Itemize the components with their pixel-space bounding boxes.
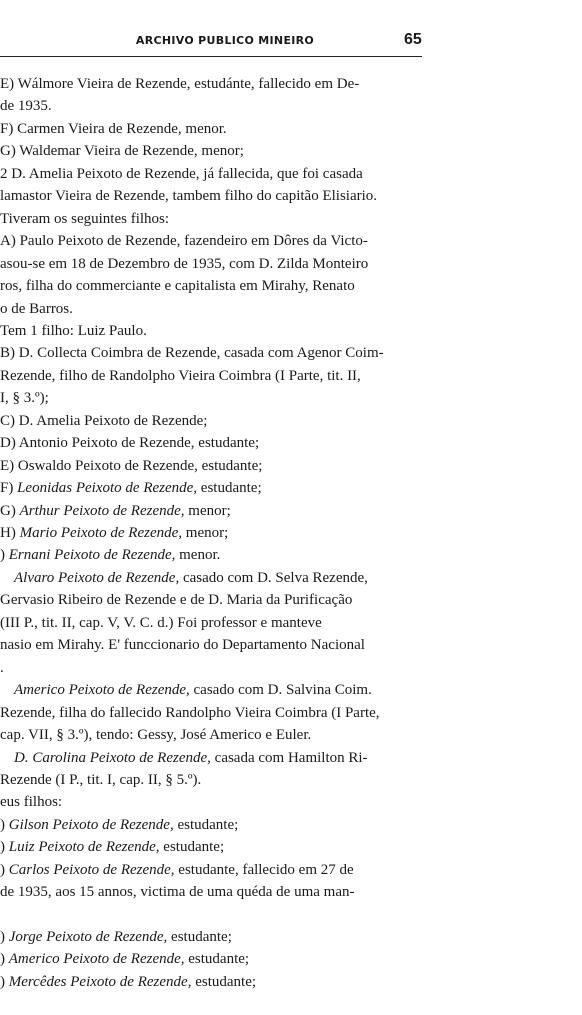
text-line [0, 433, 259, 453]
text-line [0, 411, 207, 431]
line-text-tail: estudante, fallecido em 27 de [174, 862, 354, 878]
text-line [0, 837, 224, 857]
text-line [0, 770, 201, 790]
text-line [14, 748, 368, 768]
text-line [0, 164, 363, 184]
line-text-tail: casado com D. Salvina Coim. [189, 682, 372, 698]
line-text-tail: estudante; [167, 929, 232, 945]
text-line [0, 254, 368, 274]
text-line [14, 680, 372, 700]
line-text: . [0, 660, 4, 676]
person-name: Mercêdes Peixoto de Rezende, [8, 974, 192, 990]
running-title: ARCHIVO PUBLICO MINEIRO [135, 34, 315, 47]
text-line [0, 366, 361, 386]
text-line [0, 321, 147, 341]
line-text: (III P., tit. II, cap. V, V. C. d.) Foi professor e manteve [0, 615, 322, 631]
line-text: ) [0, 862, 9, 878]
line-text: nasio em Mirahy. E' funccionario do Departamento Nacional [0, 637, 365, 653]
text-line [0, 882, 355, 902]
text-line [0, 209, 169, 229]
line-text: F) Carmen Vieira de Rezende, menor. [0, 121, 227, 137]
text-line [0, 949, 249, 969]
person-name: Mario Peixoto de Rezende, [19, 525, 183, 541]
line-text: Rezende, filha do fallecido Randolpho Vieira Coimbra (I Parte, [0, 705, 380, 721]
line-text: lamastor Vieira de Rezende, tambem filho do capitão Elisiario. [0, 188, 378, 204]
person-name: Americo Peixoto de Rezende, [8, 951, 185, 967]
line-text: cap. VII, § 3.º), tendo: Gessy, José Americo e Euler. [0, 727, 312, 743]
text-line [0, 635, 365, 655]
person-name: Arthur Peixoto de Rezende, [19, 503, 185, 519]
line-text: G) [0, 503, 20, 519]
line-text: F) [0, 480, 18, 496]
line-text: Gervasio Ribeiro de Rezende e de D. Maria da Purificação [0, 592, 353, 608]
text-line [0, 141, 244, 161]
text-line [0, 388, 49, 408]
header-rule [0, 56, 422, 57]
person-name: Leonidas Peixoto de Rezende, [17, 480, 198, 496]
text-line [0, 523, 228, 543]
text-line [0, 972, 256, 992]
page-header [0, 31, 582, 54]
line-text: A) Paulo Peixoto de Rezende, fazendeiro em Dôres da Victo- [0, 233, 368, 249]
text-line [0, 276, 355, 296]
line-text: 2 D. Amelia Peixoto de Rezende, já fallecida, que foi casada [0, 166, 363, 182]
line-text: asou-se em 18 de Dezembro de 1935, com D. Zilda Monteiro [0, 256, 369, 272]
text-line [0, 860, 354, 880]
line-text: de 1935, aos 15 annos, victima de uma quéda de uma man- [0, 884, 355, 900]
text-line [14, 568, 368, 588]
line-text: D) Antonio Peixoto de Rezende, estudante; [0, 435, 260, 451]
person-name: D. Carolina Peixoto de Rezende, [14, 750, 211, 766]
line-text: C) D. Amelia Peixoto de Rezende; [0, 413, 208, 429]
text-line [0, 927, 232, 947]
line-text: o de Barros. [0, 301, 73, 317]
line-text: Rezende (I P., tit. I, cap. II, § 5.º). [0, 772, 202, 788]
text-line [0, 456, 262, 476]
line-text-tail: estudante; [184, 951, 250, 967]
line-text: Tiveram os seguintes filhos: [0, 211, 170, 227]
text-line [0, 613, 322, 633]
line-text: I, § 3.º); [0, 390, 49, 406]
line-text: de 1935. [0, 98, 52, 114]
person-name: Jorge Peixoto de Rezende, [8, 929, 168, 945]
line-text-tail: casada com Hamilton Ri- [210, 750, 368, 766]
person-name: Alvaro Peixoto de Rezende, [14, 570, 180, 586]
text-line [0, 186, 377, 206]
line-text: B) D. Collecta Coimbra de Rezende, casada com Agenor Coim- [0, 345, 384, 361]
text-line [0, 658, 4, 678]
text-line [0, 343, 384, 363]
person-name: Gilson Peixoto de Rezende, [8, 817, 174, 833]
line-text-tail: casado com D. Selva Rezende, [179, 570, 368, 586]
line-text: ) [0, 547, 9, 563]
line-text: eus filhos: [0, 794, 63, 810]
line-text: ros, filha do commerciante e capitalista em Mirahy, Renato [0, 278, 355, 294]
text-line [0, 478, 262, 498]
person-name: Ernani Peixoto de Rezende, [8, 547, 176, 563]
line-text: ) [0, 951, 9, 967]
person-name: Luiz Peixoto de Rezende, [8, 839, 160, 855]
text-line [0, 725, 311, 745]
line-text: ) [0, 974, 9, 990]
line-text: G) Waldemar Vieira de Rezende, menor; [0, 143, 244, 159]
text-line [0, 501, 231, 521]
line-text: E) Wálmore Vieira de Rezende, estudánte, fallecido em De- [0, 76, 360, 92]
line-text-tail: menor. [175, 547, 221, 563]
text-line [0, 96, 52, 116]
line-text: ) [0, 839, 9, 855]
person-name: Carlos Peixoto de Rezende, [8, 862, 175, 878]
line-text: ) [0, 929, 9, 945]
line-text-tail: menor; [184, 503, 231, 519]
line-text-tail: estudante; [197, 480, 262, 496]
text-line [0, 545, 220, 565]
text-line [0, 74, 359, 94]
page-number: 65 [404, 31, 422, 48]
line-text-tail: estudante; [191, 974, 257, 990]
line-text: Rezende, filho de Randolpho Vieira Coimbra (I Parte, tit. II, [0, 368, 361, 384]
person-name: Americo Peixoto de Rezende, [14, 682, 190, 698]
line-text: Tem 1 filho: Luiz Paulo. [0, 323, 147, 339]
text-line [0, 703, 380, 723]
text-line [0, 815, 238, 835]
line-text-tail: menor; [182, 525, 229, 541]
text-line [0, 299, 73, 319]
line-text-tail: estudante; [173, 817, 239, 833]
text-line [0, 792, 62, 812]
line-text: H) [0, 525, 20, 541]
line-text-tail: estudante; [159, 839, 225, 855]
text-line [0, 231, 368, 251]
line-text: E) Oswaldo Peixoto de Rezende, estudante; [0, 458, 263, 474]
text-line [0, 590, 352, 610]
line-text: ) [0, 817, 9, 833]
text-line [0, 119, 227, 139]
